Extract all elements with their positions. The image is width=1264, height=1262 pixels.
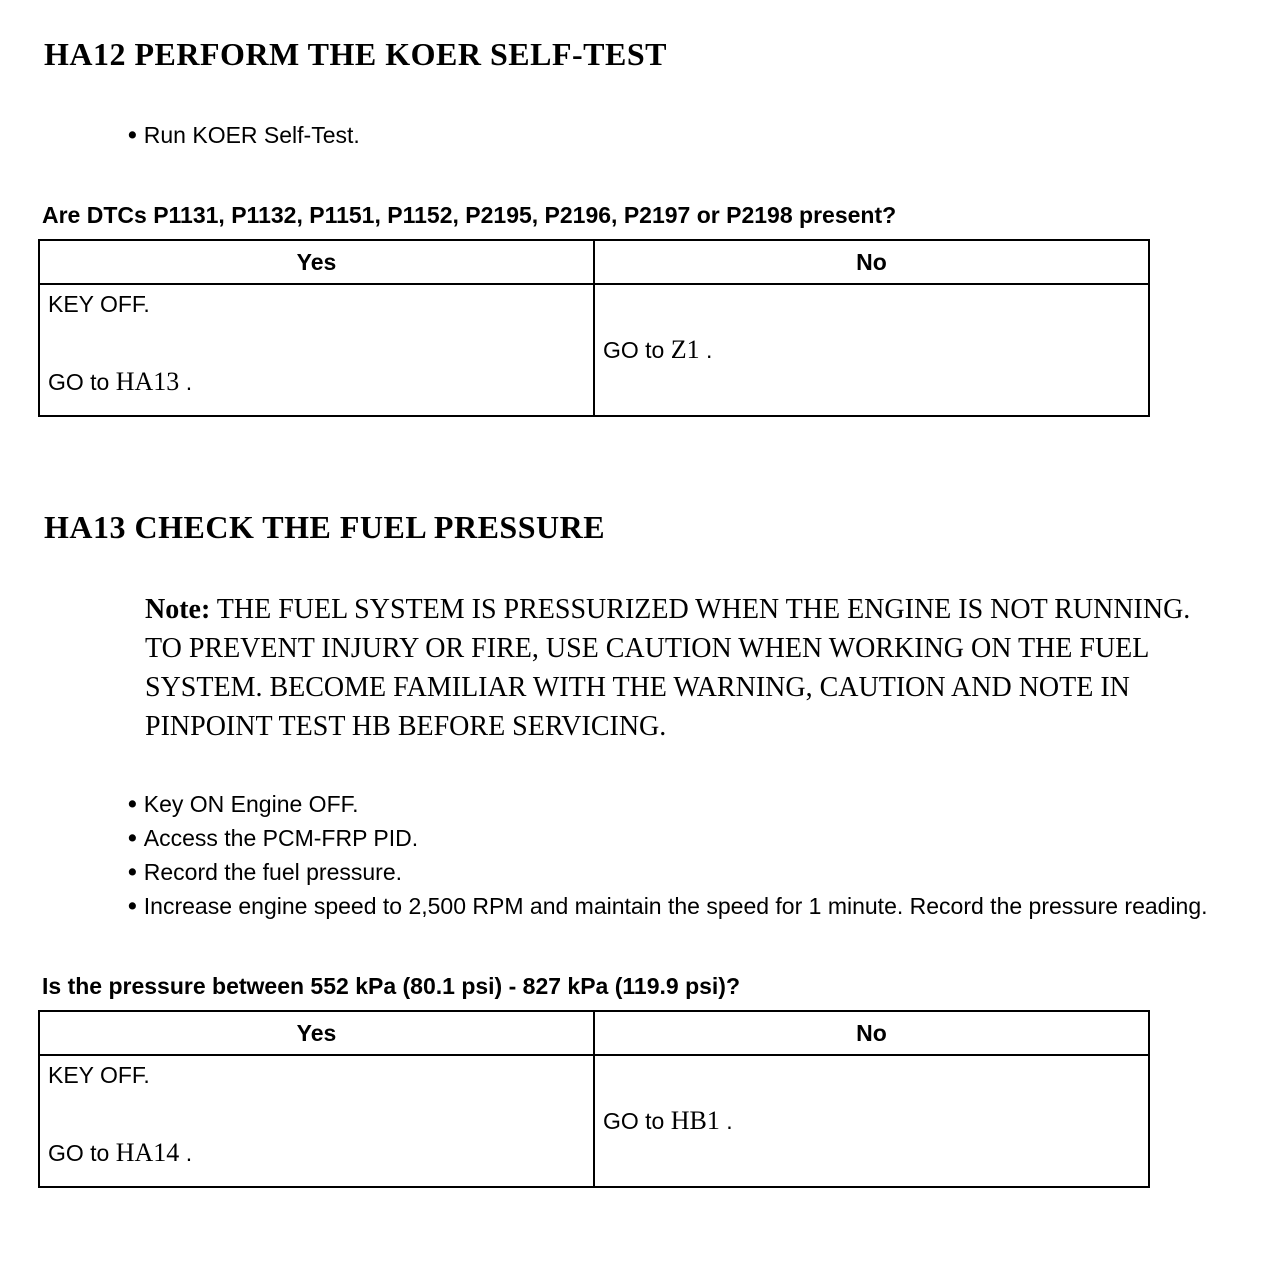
go-to-text bbox=[48, 367, 585, 397]
note-label: Note: bbox=[145, 594, 211, 625]
no-action-cell bbox=[594, 1055, 1149, 1187]
ha13-decision-table bbox=[38, 1010, 1150, 1188]
link-ha14[interactable]: HA14 bbox=[115, 1138, 180, 1167]
table-header-row bbox=[39, 240, 1149, 284]
note-text: THE FUEL SYSTEM IS PRESSURIZED WHEN THE ENGINE IS NOT RUNNING. TO PREVENT INJURY OR FIRE, USE CAUTION WHEN WORKING ON THE FUEL SYSTEM. BECOME FAMILIAR WITH THE WARNING, CAUTION AND NOTE IN PINPOINT TEST HB BEFORE SERVICING. bbox=[145, 594, 1191, 742]
yes-column-header: Yes bbox=[39, 1011, 594, 1055]
link-ha13[interactable]: HA13 bbox=[115, 367, 180, 396]
table-header-row bbox=[39, 1011, 1149, 1055]
go-to-text bbox=[603, 335, 1140, 365]
go-to-prefix: GO to bbox=[48, 369, 116, 395]
section-ha12-title: HA12 PERFORM THE KOER SELF-TEST bbox=[44, 36, 667, 72]
bullet-item: • Record the fuel pressure. bbox=[128, 856, 1224, 889]
table-row bbox=[39, 284, 1149, 416]
go-to-suffix: . bbox=[179, 1140, 193, 1166]
ha12-decision-table bbox=[38, 239, 1150, 417]
bullet-item: • Increase engine speed to 2,500 RPM and maintain the speed for 1 minute. Record the pressure reading. bbox=[128, 890, 1224, 923]
yes-column-header: Yes bbox=[39, 240, 594, 284]
key-off-text: KEY OFF. bbox=[48, 291, 150, 317]
yes-action-cell bbox=[39, 284, 594, 416]
go-to-suffix: . bbox=[719, 1108, 733, 1134]
go-to-prefix: GO to bbox=[603, 1108, 671, 1134]
ha12-bullet-list bbox=[0, 119, 1264, 152]
ha12-question: Are DTCs P1131, P1132, P1151, P1152, P2195, P2196, P2197 or P2198 present? bbox=[42, 202, 897, 228]
no-column-header: No bbox=[594, 240, 1149, 284]
ha13-question: Is the pressure between 552 kPa (80.1 psi) - 827 kPa (119.9 psi)? bbox=[42, 973, 741, 999]
bullet-item: • Run KOER Self-Test. bbox=[128, 119, 1224, 152]
link-z1[interactable]: Z1 bbox=[670, 335, 700, 364]
go-to-prefix: GO to bbox=[48, 1140, 116, 1166]
yes-action-cell bbox=[39, 1055, 594, 1187]
no-action-cell bbox=[594, 284, 1149, 416]
section-ha13-title: HA13 CHECK THE FUEL PRESSURE bbox=[44, 509, 606, 545]
go-to-suffix: . bbox=[179, 369, 193, 395]
key-off-text: KEY OFF. bbox=[48, 1062, 150, 1088]
bullet-item: • Key ON Engine OFF. bbox=[128, 788, 1224, 821]
go-to-text bbox=[48, 1138, 585, 1168]
go-to-text bbox=[603, 1106, 1140, 1136]
ha13-bullet-list bbox=[0, 788, 1264, 923]
go-to-suffix: . bbox=[699, 337, 713, 363]
link-hb1[interactable]: HB1 bbox=[670, 1106, 720, 1135]
no-column-header: No bbox=[594, 1011, 1149, 1055]
go-to-prefix: GO to bbox=[603, 337, 671, 363]
safety-note bbox=[145, 590, 1216, 746]
table-row bbox=[39, 1055, 1149, 1187]
bullet-item: • Access the PCM-FRP PID. bbox=[128, 822, 1224, 855]
